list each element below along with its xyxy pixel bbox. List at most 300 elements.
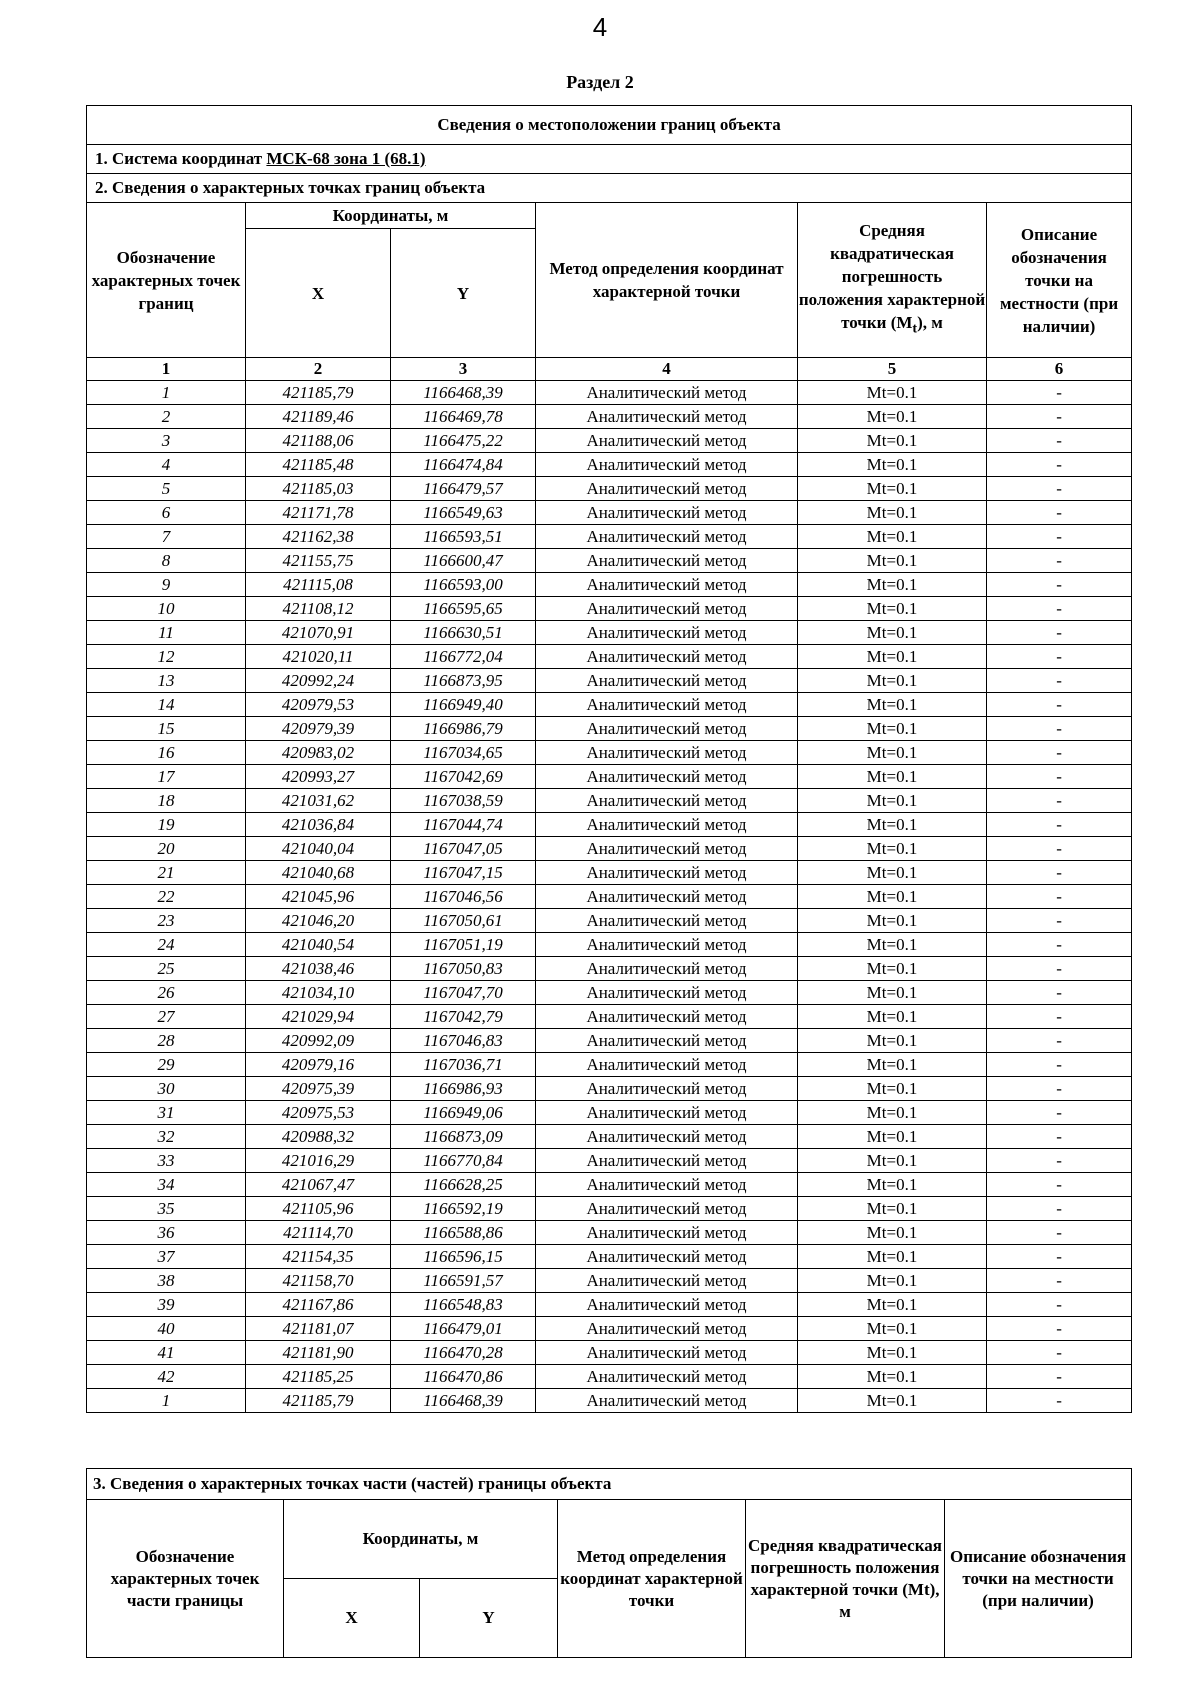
y-coordinate-cell: 1167042,69 bbox=[391, 765, 536, 789]
section-title: Раздел 2 bbox=[566, 72, 634, 92]
point-id-cell: 1 bbox=[87, 381, 246, 405]
x-coordinate-cell: 421105,96 bbox=[246, 1197, 391, 1221]
table-row bbox=[87, 573, 1132, 597]
point-id-cell: 42 bbox=[87, 1365, 246, 1389]
point-id-cell: 22 bbox=[87, 885, 246, 909]
x-coordinate-cell: 420979,53 bbox=[246, 693, 391, 717]
description-cell: - bbox=[987, 861, 1132, 885]
column-number: 5 bbox=[798, 358, 987, 381]
y-coordinate-cell: 1167034,65 bbox=[391, 741, 536, 765]
table-row bbox=[87, 885, 1132, 909]
part-header-coordinates: Координаты, м bbox=[284, 1500, 558, 1579]
error-cell: Mt=0.1 bbox=[798, 861, 987, 885]
table-row bbox=[87, 597, 1132, 621]
table-row bbox=[87, 429, 1132, 453]
description-cell: - bbox=[987, 453, 1132, 477]
error-cell: Mt=0.1 bbox=[798, 669, 987, 693]
part-section-title: 3. Сведения о характерных точках части (частей) границы объекта bbox=[87, 1469, 1132, 1500]
method-cell: Аналитический метод bbox=[536, 429, 798, 453]
method-cell: Аналитический метод bbox=[536, 1077, 798, 1101]
method-cell: Аналитический метод bbox=[536, 1317, 798, 1341]
column-number: 1 bbox=[87, 358, 246, 381]
table-row bbox=[87, 1197, 1132, 1221]
point-id-cell: 30 bbox=[87, 1077, 246, 1101]
table-row bbox=[87, 933, 1132, 957]
error-cell: Mt=0.1 bbox=[798, 429, 987, 453]
method-cell: Аналитический метод bbox=[536, 1197, 798, 1221]
y-coordinate-cell: 1167047,70 bbox=[391, 981, 536, 1005]
point-id-cell: 41 bbox=[87, 1341, 246, 1365]
error-cell: Mt=0.1 bbox=[798, 1221, 987, 1245]
x-coordinate-cell: 421158,70 bbox=[246, 1269, 391, 1293]
error-cell: Mt=0.1 bbox=[798, 573, 987, 597]
table-row bbox=[87, 1077, 1132, 1101]
error-cell: Mt=0.1 bbox=[798, 1173, 987, 1197]
method-cell: Аналитический метод bbox=[536, 1389, 798, 1413]
point-id-cell: 20 bbox=[87, 837, 246, 861]
table-row bbox=[87, 1005, 1132, 1029]
point-id-cell: 2 bbox=[87, 405, 246, 429]
method-cell: Аналитический метод bbox=[536, 1341, 798, 1365]
x-coordinate-cell: 421036,84 bbox=[246, 813, 391, 837]
y-coordinate-cell: 1166628,25 bbox=[391, 1173, 536, 1197]
point-id-cell: 35 bbox=[87, 1197, 246, 1221]
x-coordinate-cell: 421029,94 bbox=[246, 1005, 391, 1029]
error-cell: Mt=0.1 bbox=[798, 453, 987, 477]
x-coordinate-cell: 421016,29 bbox=[246, 1149, 391, 1173]
error-cell: Mt=0.1 bbox=[798, 741, 987, 765]
error-cell: Mt=0.1 bbox=[798, 621, 987, 645]
y-coordinate-cell: 1166591,57 bbox=[391, 1269, 536, 1293]
error-cell: Mt=0.1 bbox=[798, 813, 987, 837]
method-cell: Аналитический метод bbox=[536, 1149, 798, 1173]
error-cell: Mt=0.1 bbox=[798, 693, 987, 717]
error-cell: Mt=0.1 bbox=[798, 1269, 987, 1293]
table-row bbox=[87, 549, 1132, 573]
point-id-cell: 5 bbox=[87, 477, 246, 501]
table-row bbox=[87, 1269, 1132, 1293]
part-header-designation: Обозначение характерных точек части границы bbox=[87, 1500, 284, 1658]
method-cell: Аналитический метод bbox=[536, 1053, 798, 1077]
method-cell: Аналитический метод bbox=[536, 1005, 798, 1029]
error-cell: Mt=0.1 bbox=[798, 1197, 987, 1221]
point-id-cell: 26 bbox=[87, 981, 246, 1005]
table-row bbox=[87, 477, 1132, 501]
x-coordinate-cell: 421162,38 bbox=[246, 525, 391, 549]
table-row bbox=[87, 453, 1132, 477]
error-cell: Mt=0.1 bbox=[798, 597, 987, 621]
table-row bbox=[87, 861, 1132, 885]
x-coordinate-cell: 420988,32 bbox=[246, 1125, 391, 1149]
table-row bbox=[87, 789, 1132, 813]
table-row bbox=[87, 837, 1132, 861]
header-error-suffix: ), м bbox=[917, 313, 943, 333]
method-cell: Аналитический метод bbox=[536, 525, 798, 549]
method-cell: Аналитический метод bbox=[536, 621, 798, 645]
error-cell: Mt=0.1 bbox=[798, 1293, 987, 1317]
table-row bbox=[87, 525, 1132, 549]
description-cell: - bbox=[987, 1317, 1132, 1341]
column-number: 3 bbox=[391, 358, 536, 381]
method-cell: Аналитический метод bbox=[536, 885, 798, 909]
description-cell: - bbox=[987, 837, 1132, 861]
x-coordinate-cell: 421185,03 bbox=[246, 477, 391, 501]
part-header-method: Метод определения координат характерной точки bbox=[558, 1500, 746, 1658]
description-cell: - bbox=[987, 1029, 1132, 1053]
header-method: Метод определения координат характерной точки bbox=[536, 203, 798, 358]
description-cell: - bbox=[987, 1245, 1132, 1269]
description-cell: - bbox=[987, 573, 1132, 597]
x-coordinate-cell: 421181,90 bbox=[246, 1341, 391, 1365]
part-header-description: Описание обозначения точки на местности (при наличии) bbox=[945, 1500, 1132, 1658]
x-coordinate-cell: 421038,46 bbox=[246, 957, 391, 981]
table-row bbox=[87, 669, 1132, 693]
y-coordinate-cell: 1166592,19 bbox=[391, 1197, 536, 1221]
x-coordinate-cell: 421185,79 bbox=[246, 381, 391, 405]
method-cell: Аналитический метод bbox=[536, 837, 798, 861]
y-coordinate-cell: 1166549,63 bbox=[391, 501, 536, 525]
method-cell: Аналитический метод bbox=[536, 861, 798, 885]
table-row bbox=[87, 1293, 1132, 1317]
y-coordinate-cell: 1167038,59 bbox=[391, 789, 536, 813]
description-cell: - bbox=[987, 717, 1132, 741]
page-number: 4 bbox=[592, 12, 608, 42]
error-cell: Mt=0.1 bbox=[798, 549, 987, 573]
method-cell: Аналитический метод bbox=[536, 573, 798, 597]
method-cell: Аналитический метод bbox=[536, 405, 798, 429]
method-cell: Аналитический метод bbox=[536, 1173, 798, 1197]
method-cell: Аналитический метод bbox=[536, 765, 798, 789]
method-cell: Аналитический метод bbox=[536, 981, 798, 1005]
x-coordinate-cell: 420975,53 bbox=[246, 1101, 391, 1125]
method-cell: Аналитический метод bbox=[536, 549, 798, 573]
method-cell: Аналитический метод bbox=[536, 789, 798, 813]
table-row bbox=[87, 1053, 1132, 1077]
point-id-cell: 3 bbox=[87, 429, 246, 453]
point-id-cell: 29 bbox=[87, 1053, 246, 1077]
error-cell: Mt=0.1 bbox=[798, 885, 987, 909]
error-cell: Mt=0.1 bbox=[798, 501, 987, 525]
error-cell: Mt=0.1 bbox=[798, 1053, 987, 1077]
point-id-cell: 10 bbox=[87, 597, 246, 621]
x-coordinate-cell: 421185,48 bbox=[246, 453, 391, 477]
x-coordinate-cell: 421185,25 bbox=[246, 1365, 391, 1389]
x-coordinate-cell: 420992,09 bbox=[246, 1029, 391, 1053]
y-coordinate-cell: 1166986,79 bbox=[391, 717, 536, 741]
table-row bbox=[87, 1365, 1132, 1389]
error-cell: Mt=0.1 bbox=[798, 1365, 987, 1389]
y-coordinate-cell: 1166593,00 bbox=[391, 573, 536, 597]
description-cell: - bbox=[987, 1053, 1132, 1077]
description-cell: - bbox=[987, 885, 1132, 909]
error-cell: Mt=0.1 bbox=[798, 789, 987, 813]
error-cell: Mt=0.1 bbox=[798, 381, 987, 405]
x-coordinate-cell: 421045,96 bbox=[246, 885, 391, 909]
table-row bbox=[87, 957, 1132, 981]
point-id-cell: 27 bbox=[87, 1005, 246, 1029]
point-id-cell: 17 bbox=[87, 765, 246, 789]
y-coordinate-cell: 1166593,51 bbox=[391, 525, 536, 549]
y-coordinate-cell: 1166474,84 bbox=[391, 453, 536, 477]
point-id-cell: 37 bbox=[87, 1245, 246, 1269]
x-coordinate-cell: 421040,04 bbox=[246, 837, 391, 861]
header-x: X bbox=[246, 229, 391, 358]
error-cell: Mt=0.1 bbox=[798, 981, 987, 1005]
table-row bbox=[87, 1173, 1132, 1197]
description-cell: - bbox=[987, 1077, 1132, 1101]
x-coordinate-cell: 420992,24 bbox=[246, 669, 391, 693]
point-id-cell: 15 bbox=[87, 717, 246, 741]
x-coordinate-cell: 421114,70 bbox=[246, 1221, 391, 1245]
y-coordinate-cell: 1166596,15 bbox=[391, 1245, 536, 1269]
error-cell: Mt=0.1 bbox=[798, 1389, 987, 1413]
table-row bbox=[87, 1029, 1132, 1053]
y-coordinate-cell: 1166600,47 bbox=[391, 549, 536, 573]
boundary-table bbox=[86, 105, 1132, 1413]
point-id-cell: 34 bbox=[87, 1173, 246, 1197]
part-header-y: Y bbox=[420, 1579, 558, 1658]
description-cell: - bbox=[987, 741, 1132, 765]
x-coordinate-cell: 421046,20 bbox=[246, 909, 391, 933]
y-coordinate-cell: 1167046,56 bbox=[391, 885, 536, 909]
description-cell: - bbox=[987, 621, 1132, 645]
x-coordinate-cell: 421167,86 bbox=[246, 1293, 391, 1317]
table-row bbox=[87, 717, 1132, 741]
table-row bbox=[87, 1149, 1132, 1173]
point-id-cell: 18 bbox=[87, 789, 246, 813]
description-cell: - bbox=[987, 381, 1132, 405]
x-coordinate-cell: 421040,54 bbox=[246, 933, 391, 957]
description-cell: - bbox=[987, 1293, 1132, 1317]
description-cell: - bbox=[987, 1269, 1132, 1293]
x-coordinate-cell: 421067,47 bbox=[246, 1173, 391, 1197]
y-coordinate-cell: 1166588,86 bbox=[391, 1221, 536, 1245]
x-coordinate-cell: 420979,16 bbox=[246, 1053, 391, 1077]
table-row bbox=[87, 765, 1132, 789]
y-coordinate-cell: 1167046,83 bbox=[391, 1029, 536, 1053]
error-cell: Mt=0.1 bbox=[798, 957, 987, 981]
table-row bbox=[87, 741, 1132, 765]
table-row bbox=[87, 1221, 1132, 1245]
point-id-cell: 12 bbox=[87, 645, 246, 669]
table-row bbox=[87, 381, 1132, 405]
point-id-cell: 38 bbox=[87, 1269, 246, 1293]
description-cell: - bbox=[987, 1365, 1132, 1389]
method-cell: Аналитический метод bbox=[536, 501, 798, 525]
error-cell: Mt=0.1 bbox=[798, 1317, 987, 1341]
description-cell: - bbox=[987, 501, 1132, 525]
method-cell: Аналитический метод bbox=[536, 957, 798, 981]
description-cell: - bbox=[987, 933, 1132, 957]
description-cell: - bbox=[987, 1173, 1132, 1197]
header-designation: Обозначение характерных точек границ bbox=[87, 203, 246, 358]
error-cell: Mt=0.1 bbox=[798, 1005, 987, 1029]
method-cell: Аналитический метод bbox=[536, 1269, 798, 1293]
description-cell: - bbox=[987, 813, 1132, 837]
table-row bbox=[87, 645, 1132, 669]
coord-system-value: МСК-68 зона 1 (68.1) bbox=[266, 149, 426, 168]
description-cell: - bbox=[987, 1389, 1132, 1413]
error-cell: Mt=0.1 bbox=[798, 1029, 987, 1053]
error-cell: Mt=0.1 bbox=[798, 837, 987, 861]
y-coordinate-cell: 1166949,40 bbox=[391, 693, 536, 717]
table-row bbox=[87, 1341, 1132, 1365]
description-cell: - bbox=[987, 1149, 1132, 1173]
y-coordinate-cell: 1166470,28 bbox=[391, 1341, 536, 1365]
header-y: Y bbox=[391, 229, 536, 358]
y-coordinate-cell: 1166468,39 bbox=[391, 381, 536, 405]
y-coordinate-cell: 1166470,86 bbox=[391, 1365, 536, 1389]
error-cell: Mt=0.1 bbox=[798, 717, 987, 741]
method-cell: Аналитический метод bbox=[536, 717, 798, 741]
x-coordinate-cell: 421189,46 bbox=[246, 405, 391, 429]
description-cell: - bbox=[987, 957, 1132, 981]
point-id-cell: 16 bbox=[87, 741, 246, 765]
header-error-prefix: Средняя квадратическая погрешность положения характерной точки (M bbox=[798, 221, 986, 333]
header-description: Описание обозначения точки на местности (при наличии) bbox=[987, 203, 1132, 358]
description-cell: - bbox=[987, 429, 1132, 453]
error-cell: Mt=0.1 bbox=[798, 1077, 987, 1101]
y-coordinate-cell: 1166949,06 bbox=[391, 1101, 536, 1125]
table-row bbox=[87, 981, 1132, 1005]
header-error-sub: t bbox=[912, 320, 918, 337]
y-coordinate-cell: 1166770,84 bbox=[391, 1149, 536, 1173]
table-row bbox=[87, 501, 1132, 525]
point-id-cell: 33 bbox=[87, 1149, 246, 1173]
error-cell: Mt=0.1 bbox=[798, 933, 987, 957]
description-cell: - bbox=[987, 1005, 1132, 1029]
point-id-cell: 25 bbox=[87, 957, 246, 981]
point-id-cell: 6 bbox=[87, 501, 246, 525]
point-id-cell: 28 bbox=[87, 1029, 246, 1053]
table-row bbox=[87, 1101, 1132, 1125]
description-cell: - bbox=[987, 765, 1132, 789]
x-coordinate-cell: 420975,39 bbox=[246, 1077, 391, 1101]
x-coordinate-cell: 421185,79 bbox=[246, 1389, 391, 1413]
coord-system-row bbox=[87, 145, 1132, 174]
point-id-cell: 7 bbox=[87, 525, 246, 549]
point-id-cell: 11 bbox=[87, 621, 246, 645]
column-number: 2 bbox=[246, 358, 391, 381]
y-coordinate-cell: 1166479,01 bbox=[391, 1317, 536, 1341]
y-coordinate-cell: 1166468,39 bbox=[391, 1389, 536, 1413]
error-cell: Mt=0.1 bbox=[798, 1149, 987, 1173]
x-coordinate-cell: 420979,39 bbox=[246, 717, 391, 741]
column-number: 6 bbox=[987, 358, 1132, 381]
y-coordinate-cell: 1166475,22 bbox=[391, 429, 536, 453]
column-number: 4 bbox=[536, 358, 798, 381]
method-cell: Аналитический метод bbox=[536, 1365, 798, 1389]
x-coordinate-cell: 421154,35 bbox=[246, 1245, 391, 1269]
x-coordinate-cell: 420993,27 bbox=[246, 765, 391, 789]
description-cell: - bbox=[987, 1221, 1132, 1245]
method-cell: Аналитический метод bbox=[536, 1101, 798, 1125]
description-cell: - bbox=[987, 1197, 1132, 1221]
point-id-cell: 21 bbox=[87, 861, 246, 885]
description-cell: - bbox=[987, 477, 1132, 501]
error-cell: Mt=0.1 bbox=[798, 909, 987, 933]
error-cell: Mt=0.1 bbox=[798, 1245, 987, 1269]
y-coordinate-cell: 1167051,19 bbox=[391, 933, 536, 957]
description-cell: - bbox=[987, 1341, 1132, 1365]
table-row bbox=[87, 621, 1132, 645]
method-cell: Аналитический метод bbox=[536, 1245, 798, 1269]
table-row bbox=[87, 1125, 1132, 1149]
y-coordinate-cell: 1166986,93 bbox=[391, 1077, 536, 1101]
y-coordinate-cell: 1167047,15 bbox=[391, 861, 536, 885]
x-coordinate-cell: 421031,62 bbox=[246, 789, 391, 813]
method-cell: Аналитический метод bbox=[536, 645, 798, 669]
y-coordinate-cell: 1167050,83 bbox=[391, 957, 536, 981]
y-coordinate-cell: 1167036,71 bbox=[391, 1053, 536, 1077]
point-id-cell: 9 bbox=[87, 573, 246, 597]
point-id-cell: 19 bbox=[87, 813, 246, 837]
description-cell: - bbox=[987, 669, 1132, 693]
y-coordinate-cell: 1167042,79 bbox=[391, 1005, 536, 1029]
table-row bbox=[87, 1317, 1132, 1341]
part-header-error: Средняя квадратическая погрешность положения характерной точки (Mt), м bbox=[746, 1500, 945, 1658]
method-cell: Аналитический метод bbox=[536, 933, 798, 957]
y-coordinate-cell: 1166873,09 bbox=[391, 1125, 536, 1149]
point-id-cell: 1 bbox=[87, 1389, 246, 1413]
x-coordinate-cell: 421040,68 bbox=[246, 861, 391, 885]
error-cell: Mt=0.1 bbox=[798, 477, 987, 501]
method-cell: Аналитический метод bbox=[536, 813, 798, 837]
table-row bbox=[87, 1245, 1132, 1269]
point-id-cell: 36 bbox=[87, 1221, 246, 1245]
description-cell: - bbox=[987, 645, 1132, 669]
points-section-title: 2. Сведения о характерных точках границ объекта bbox=[87, 174, 1132, 203]
y-coordinate-cell: 1167044,74 bbox=[391, 813, 536, 837]
x-coordinate-cell: 421034,10 bbox=[246, 981, 391, 1005]
description-cell: - bbox=[987, 597, 1132, 621]
method-cell: Аналитический метод bbox=[536, 1293, 798, 1317]
description-cell: - bbox=[987, 1101, 1132, 1125]
y-coordinate-cell: 1166873,95 bbox=[391, 669, 536, 693]
description-cell: - bbox=[987, 405, 1132, 429]
method-cell: Аналитический метод bbox=[536, 909, 798, 933]
method-cell: Аналитический метод bbox=[536, 1125, 798, 1149]
y-coordinate-cell: 1166469,78 bbox=[391, 405, 536, 429]
x-coordinate-cell: 421171,78 bbox=[246, 501, 391, 525]
point-id-cell: 32 bbox=[87, 1125, 246, 1149]
x-coordinate-cell: 421188,06 bbox=[246, 429, 391, 453]
method-cell: Аналитический метод bbox=[536, 381, 798, 405]
part-header-x: X bbox=[284, 1579, 420, 1658]
header-error bbox=[798, 203, 987, 358]
x-coordinate-cell: 421108,12 bbox=[246, 597, 391, 621]
point-id-cell: 24 bbox=[87, 933, 246, 957]
point-id-cell: 4 bbox=[87, 453, 246, 477]
point-id-cell: 39 bbox=[87, 1293, 246, 1317]
y-coordinate-cell: 1166630,51 bbox=[391, 621, 536, 645]
point-id-cell: 14 bbox=[87, 693, 246, 717]
method-cell: Аналитический метод bbox=[536, 669, 798, 693]
description-cell: - bbox=[987, 525, 1132, 549]
table-row bbox=[87, 1389, 1132, 1413]
x-coordinate-cell: 421070,91 bbox=[246, 621, 391, 645]
table-row bbox=[87, 813, 1132, 837]
point-id-cell: 40 bbox=[87, 1317, 246, 1341]
header-coordinates: Координаты, м bbox=[246, 203, 536, 229]
error-cell: Mt=0.1 bbox=[798, 1125, 987, 1149]
point-id-cell: 13 bbox=[87, 669, 246, 693]
table-row bbox=[87, 405, 1132, 429]
error-cell: Mt=0.1 bbox=[798, 645, 987, 669]
description-cell: - bbox=[987, 693, 1132, 717]
description-cell: - bbox=[987, 1125, 1132, 1149]
coord-system-label: 1. Система координат bbox=[95, 149, 267, 168]
